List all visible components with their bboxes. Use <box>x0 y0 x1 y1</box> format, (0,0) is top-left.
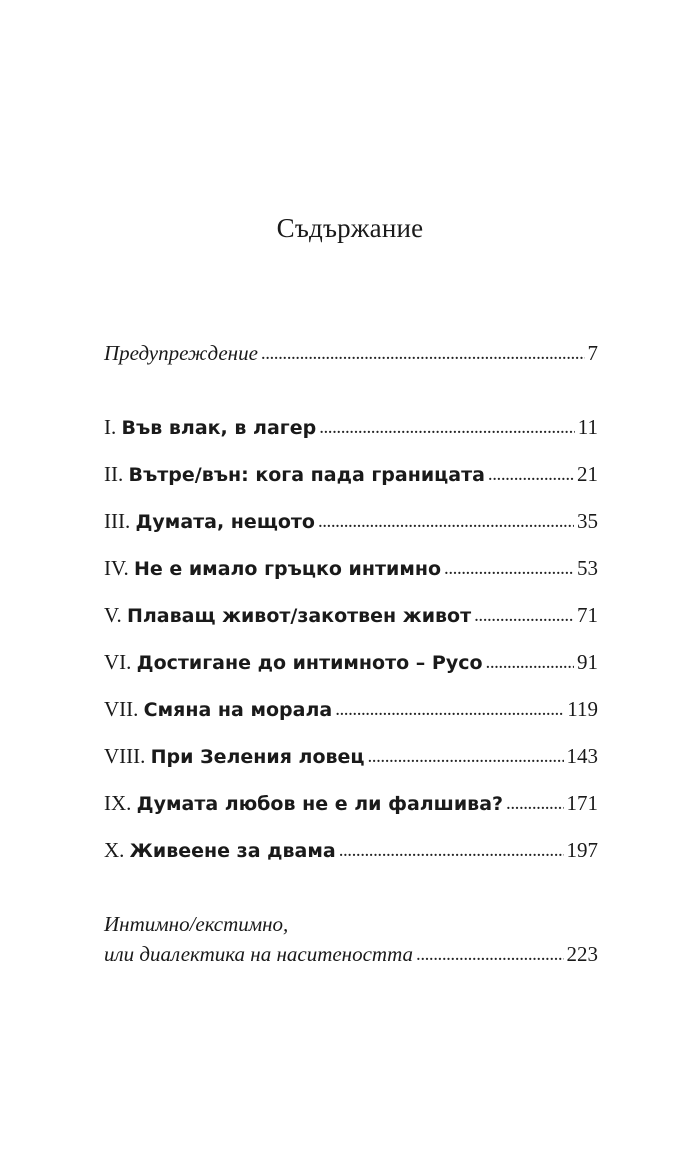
toc-entry-page: 223 <box>566 942 598 966</box>
dot-leader <box>444 553 574 583</box>
dot-leader <box>319 412 575 442</box>
chapter-number: II. <box>104 462 124 486</box>
dot-leader <box>261 338 585 368</box>
chapter-number: IV. <box>104 556 129 580</box>
dot-leader <box>318 506 574 536</box>
toc-afterword-line-1: Интимно/екстимно, <box>104 912 289 936</box>
chapter-title: Във влак, в лагер <box>121 417 317 439</box>
chapter-title: Вътре/вън: кога пада границата <box>128 464 485 486</box>
dot-leader <box>335 694 564 724</box>
toc-entry-chapter-2 <box>104 460 598 490</box>
dot-leader <box>506 788 563 818</box>
toc-entry-page: 91 <box>577 650 598 674</box>
dot-leader <box>486 647 574 677</box>
chapter-number: X. <box>104 838 125 862</box>
chapter-title: Плаващ живот/закотвен живот <box>126 605 472 627</box>
chapter-title: Думата любов не е ли фалшива? <box>136 793 504 815</box>
dot-leader <box>339 835 564 865</box>
toc-entry-chapter-10 <box>104 836 598 866</box>
toc-entry-page: 143 <box>566 744 598 768</box>
toc-entry-page: 21 <box>577 462 598 486</box>
chapter-title: При Зеления ловец <box>150 746 365 768</box>
toc-entry-page: 197 <box>566 838 598 862</box>
toc-entry-chapter-9 <box>104 789 598 819</box>
dot-leader <box>368 741 564 771</box>
chapter-number: VIII. <box>104 744 146 768</box>
chapter-title: Думата, нещото <box>135 511 315 533</box>
toc-entry-page: 35 <box>577 509 598 533</box>
page-title: Съдържание <box>276 213 424 243</box>
toc-entry-chapter-6 <box>104 648 598 678</box>
toc-entry-page: 7 <box>587 341 598 365</box>
toc-entry-page: 71 <box>577 603 598 627</box>
toc-entry-chapter-7 <box>104 695 598 725</box>
toc-entry-chapter-4 <box>104 554 598 584</box>
chapter-title: Не е имало гръцко интимно <box>133 558 442 580</box>
toc-entry-page: 171 <box>566 791 598 815</box>
chapter-title: Достигане до интимното – Русо <box>136 652 483 674</box>
chapter-number: V. <box>104 603 122 627</box>
toc-entry-label: или диалектика на наситеността <box>104 942 414 966</box>
toc-entry-page: 53 <box>577 556 598 580</box>
chapter-title: Живеене за двама <box>129 840 336 862</box>
toc-entry-chapter-3 <box>104 507 598 537</box>
chapter-number: IX. <box>104 791 132 815</box>
chapter-number: III. <box>104 509 131 533</box>
chapter-number: VII. <box>104 697 139 721</box>
toc-entry-label: Предупреждение <box>104 341 258 365</box>
toc-entry-afterword <box>104 940 598 970</box>
chapter-number: I. <box>104 415 117 439</box>
table-of-contents <box>104 0 598 1166</box>
chapter-number: VI. <box>104 650 132 674</box>
toc-entry-preface <box>104 339 598 369</box>
toc-entry-chapter-1 <box>104 413 598 443</box>
dot-leader <box>488 459 574 489</box>
toc-entry-page: 119 <box>567 697 598 721</box>
dot-leader <box>416 939 563 969</box>
toc-entry-page: 11 <box>577 415 598 439</box>
toc-entry-chapter-8 <box>104 742 598 772</box>
toc-entry-chapter-5 <box>104 601 598 631</box>
dot-leader <box>474 600 574 630</box>
chapter-title: Смяна на морала <box>143 699 333 721</box>
